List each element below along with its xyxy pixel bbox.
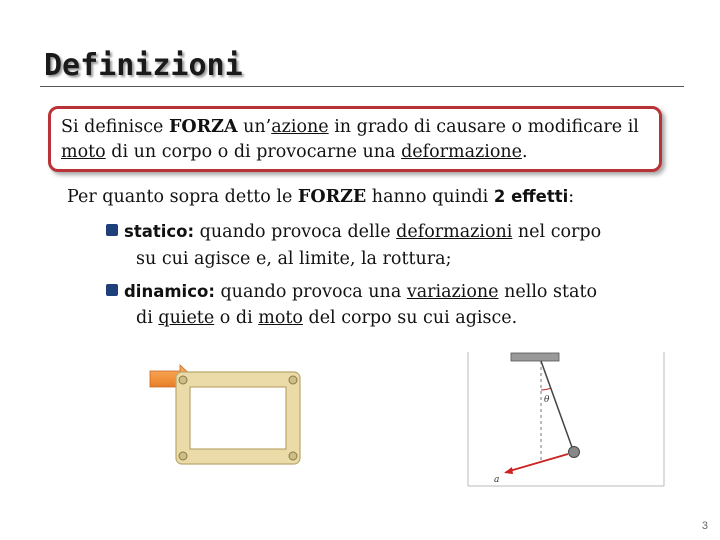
acceleration-arrow-icon bbox=[506, 454, 568, 472]
checkbox-bullet-icon bbox=[106, 224, 118, 236]
definition-azione: azione bbox=[271, 117, 329, 137]
angle-label: θ bbox=[544, 395, 550, 405]
pendulum-illustration bbox=[466, 350, 666, 490]
pin-icon bbox=[289, 452, 297, 460]
statico-text-1: quando provoca delle bbox=[194, 222, 397, 242]
title-divider bbox=[40, 86, 684, 87]
dinamico-label: dinamico: bbox=[124, 282, 215, 301]
definition-deformazione: deformazione bbox=[401, 142, 523, 162]
frame-inner bbox=[190, 387, 286, 449]
pin-icon bbox=[179, 452, 187, 460]
intro-text-3: : bbox=[568, 187, 575, 207]
definition-text-2: un’ bbox=[237, 117, 272, 137]
definition-text-3: in grado di causare o modificare il bbox=[328, 117, 639, 137]
checkbox-bullet-icon bbox=[106, 284, 118, 296]
dinamico-text-3: o di bbox=[214, 308, 259, 328]
slide-title: Definizioni bbox=[44, 48, 243, 83]
intro-effetti: 2 effetti bbox=[493, 187, 569, 206]
definition-text-4: di un corpo o di provocarne una bbox=[105, 142, 402, 162]
dinamico-line2 bbox=[136, 306, 517, 331]
definition-forza: FORZA bbox=[168, 117, 238, 137]
intro-paragraph bbox=[67, 184, 574, 210]
definition-text-5: . bbox=[522, 142, 528, 162]
dinamico-text-4: del corpo su cui agisce. bbox=[302, 308, 518, 328]
pendulum-bob bbox=[569, 447, 580, 458]
dinamico-di: di bbox=[136, 308, 159, 328]
pin-icon bbox=[179, 376, 187, 384]
statico-line2: su cui agisce e, al limite, la rottura; bbox=[136, 249, 452, 269]
pendulum-support bbox=[511, 353, 559, 361]
statico-label: statico: bbox=[124, 222, 195, 241]
pendulum-string bbox=[541, 361, 573, 450]
force-label: a bbox=[494, 475, 500, 485]
definition-box bbox=[48, 106, 662, 172]
definition-moto: moto bbox=[61, 142, 106, 162]
bullet-dinamico bbox=[106, 279, 597, 305]
intro-text-1: Per quanto sopra detto le bbox=[67, 187, 298, 207]
page-number: 3 bbox=[701, 520, 708, 532]
statico-text-2: nel corpo bbox=[512, 222, 602, 242]
dinamico-moto: moto bbox=[258, 308, 303, 328]
deformation-frame-illustration bbox=[120, 362, 315, 472]
intro-text-2: hanno quindi bbox=[366, 187, 494, 207]
pin-icon bbox=[289, 376, 297, 384]
statico-deformazioni: deformazioni bbox=[396, 222, 513, 242]
dinamico-text-2: nello stato bbox=[498, 282, 598, 302]
definition-text-1: Si definisce bbox=[61, 117, 169, 137]
dinamico-text-1: quando provoca una bbox=[214, 282, 407, 302]
intro-forze: FORZE bbox=[297, 187, 367, 207]
bullet-statico bbox=[106, 219, 601, 245]
dinamico-variazione: variazione bbox=[406, 282, 499, 302]
dinamico-quiete: quiete bbox=[158, 308, 215, 328]
